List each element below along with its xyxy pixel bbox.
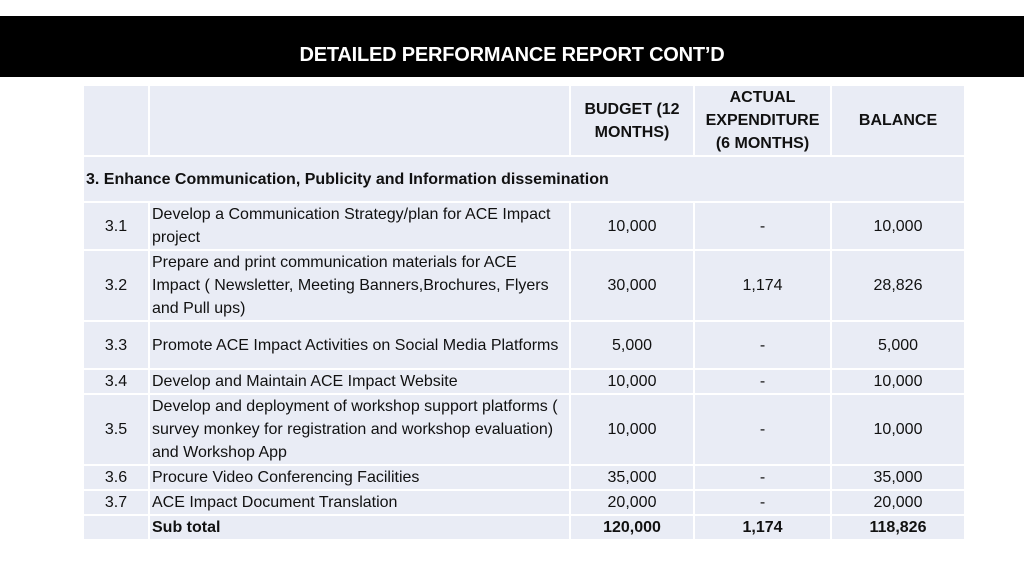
row-budget: 5,000: [570, 321, 694, 369]
row-actual: 1,174: [694, 250, 831, 321]
section-row: [83, 156, 965, 202]
row-number: 3.4: [83, 369, 149, 394]
row-actual: -: [694, 321, 831, 369]
header-num-cell: [83, 85, 149, 156]
row-description: Prepare and print communication materials for ACE Impact ( Newsletter, Meeting Banners,Brochures, Flyers and Pull ups): [149, 250, 570, 321]
row-number: 3.5: [83, 394, 149, 465]
table-row: [83, 250, 965, 321]
row-description: ACE Impact Document Translation: [149, 490, 570, 515]
row-description: Develop and Maintain ACE Impact Website: [149, 369, 570, 394]
row-balance: 5,000: [831, 321, 965, 369]
row-budget: 10,000: [570, 202, 694, 250]
row-balance: 10,000: [831, 202, 965, 250]
row-actual: -: [694, 394, 831, 465]
row-actual: -: [694, 465, 831, 490]
table-row: [83, 202, 965, 250]
row-balance: 10,000: [831, 394, 965, 465]
row-actual: -: [694, 369, 831, 394]
table-row: [83, 465, 965, 490]
row-budget: 20,000: [570, 490, 694, 515]
row-number: 3.2: [83, 250, 149, 321]
table-row: [83, 490, 965, 515]
row-budget: 30,000: [570, 250, 694, 321]
row-balance: 10,000: [831, 369, 965, 394]
row-number: 3.3: [83, 321, 149, 369]
row-budget: 35,000: [570, 465, 694, 490]
row-description: Develop a Communication Strategy/plan for ACE Impact project: [149, 202, 570, 250]
header-actual: ACTUAL EXPENDITURE (6 MONTHS): [694, 85, 831, 156]
section-heading: 3. Enhance Communication, Publicity and Information dissemination: [83, 156, 965, 202]
row-description: Develop and deployment of workshop support platforms ( survey monkey for registration and workshop evaluation) and Workshop App: [149, 394, 570, 465]
header-row: [83, 85, 965, 156]
row-balance: 35,000: [831, 465, 965, 490]
row-actual: -: [694, 202, 831, 250]
header-balance: BALANCE: [831, 85, 965, 156]
row-balance: 28,826: [831, 250, 965, 321]
performance-table: [82, 84, 966, 541]
header-budget: BUDGET (12 MONTHS): [570, 85, 694, 156]
row-description: Procure Video Conferencing Facilities: [149, 465, 570, 490]
row-number: 3.6: [83, 465, 149, 490]
row-budget: 10,000: [570, 369, 694, 394]
subtotal-label: Sub total: [149, 515, 570, 540]
row-number: 3.7: [83, 490, 149, 515]
subtotal-row: [83, 515, 965, 540]
subtotal-budget: 120,000: [570, 515, 694, 540]
row-actual: -: [694, 490, 831, 515]
header-desc-cell: [149, 85, 570, 156]
page-title: DETAILED PERFORMANCE REPORT CONT’D: [299, 44, 725, 66]
row-balance: 20,000: [831, 490, 965, 515]
row-description: Promote ACE Impact Activities on Social Media Platforms: [149, 321, 570, 369]
row-budget: 10,000: [570, 394, 694, 465]
table-row: [83, 394, 965, 465]
table-row: [83, 369, 965, 394]
table-row: [83, 321, 965, 369]
subtotal-num-cell: [83, 515, 149, 540]
subtotal-actual: 1,174: [694, 515, 831, 540]
row-number: 3.1: [83, 202, 149, 250]
subtotal-balance: 118,826: [831, 515, 965, 540]
